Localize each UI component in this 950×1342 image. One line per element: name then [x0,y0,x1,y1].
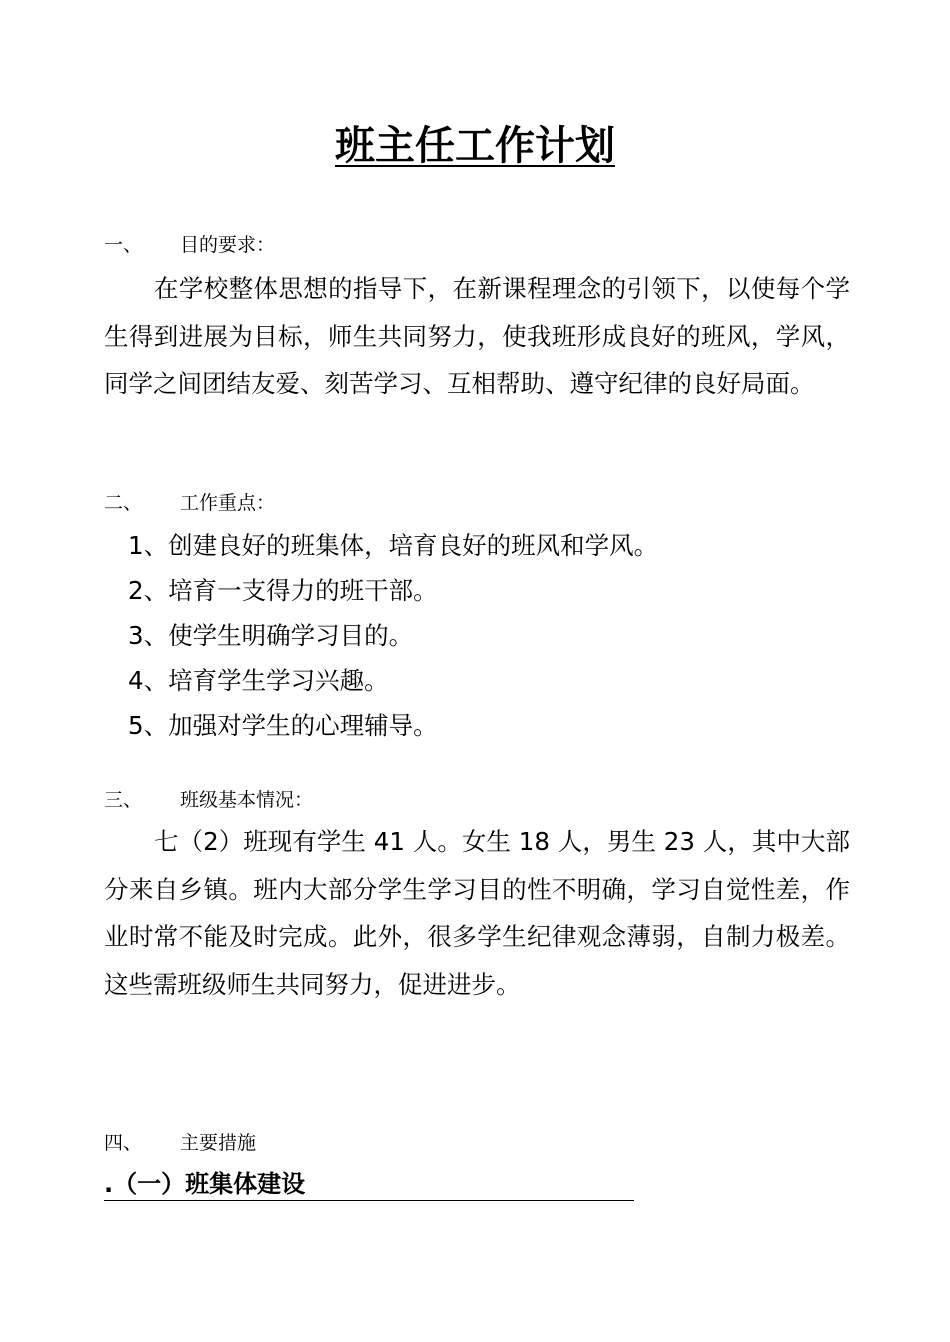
list-item: 1、创建良好的班集体，培育良好的班风和学风。 [128,531,659,560]
section-heading-4 [104,1130,256,1156]
section-title: 目的要求： [180,234,276,256]
section-paragraph-3: 七（2）班现有学生 41 人。女生 18 人，男生 23 人，其中大部分来自乡镇。班内大部分学生学习目的性不明确，学习自觉性差，作业时常不能及时完成。此外，很多学生纪律观念薄弱，自制力极差。这些需班级师生共同努力，促进进步。 [104,827,850,999]
list-item: 4、培育学生学习兴趣。 [128,666,389,695]
subsection-heading: .（一）班集体建设 [104,1168,634,1201]
list-item: 3、使学生明确学习目的。 [128,621,414,650]
section-heading-3 [104,787,313,813]
section-number: 一、 [104,234,143,256]
list-item: 2、培育一支得力的班干部。 [128,576,438,605]
section-heading-1 [104,232,275,258]
section-title: 工作重点： [180,492,276,514]
document-title: 班主任工作计划 [335,123,615,169]
section-number: 二、 [104,492,143,514]
section-number: 四、 [104,1132,143,1154]
key-points-list [128,523,658,748]
section-title: 班级基本情况： [180,789,314,811]
section-paragraph-1: 在学校整体思想的指导下，在新课程理念的引领下，以使每个学生得到进展为目标，师生共同努力，使我班形成良好的班风，学风，同学之间团结友爱、刻苦学习、互相帮助、遵守纪律的良好局面。 [104,274,850,398]
section-number: 三、 [104,789,143,811]
section-title: 主要措施 [180,1132,257,1154]
list-item: 5、加强对学生的心理辅导。 [128,711,438,740]
section-heading-2 [104,490,275,516]
